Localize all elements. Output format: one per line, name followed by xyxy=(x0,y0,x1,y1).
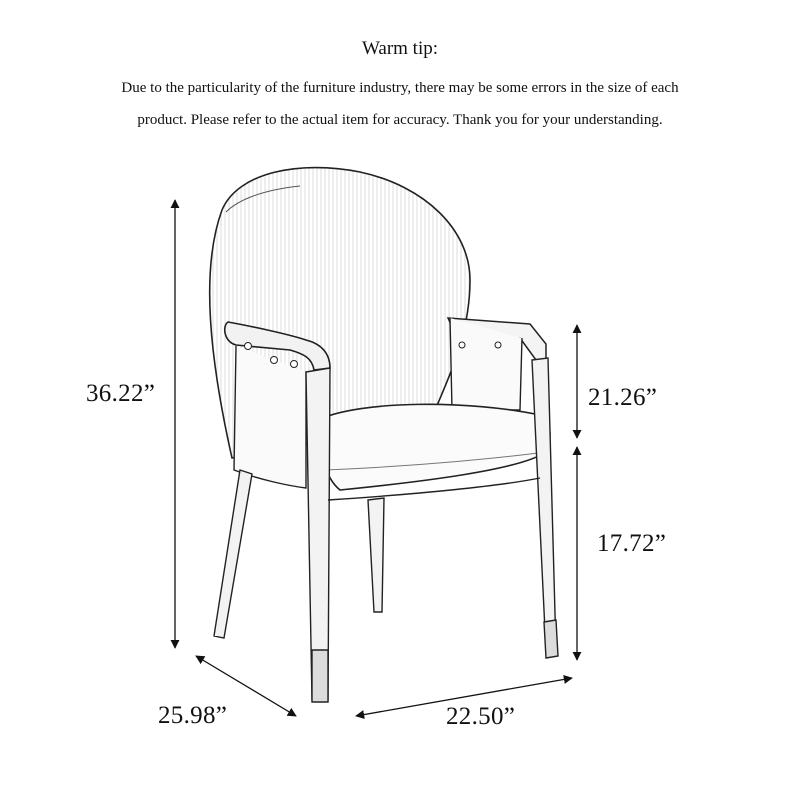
arm-height-label: 21.26” xyxy=(588,384,658,411)
width-label: 22.50” xyxy=(446,703,516,730)
chair-seat xyxy=(318,404,550,490)
depth-label: 25.98” xyxy=(158,702,228,729)
warm-tip-line-1: Due to the particularity of the furniture industry, there may be some errors in the size of each xyxy=(121,80,679,96)
overall-height-label: 36.22” xyxy=(86,380,156,407)
seat-height-label: 17.72” xyxy=(597,530,667,557)
warm-tip-title: Warm tip: xyxy=(361,38,439,59)
warm-tip-line-2: product. Please refer to the actual item for accuracy. Thank you for your understanding. xyxy=(137,112,663,128)
chair-right-armrest xyxy=(448,318,546,410)
